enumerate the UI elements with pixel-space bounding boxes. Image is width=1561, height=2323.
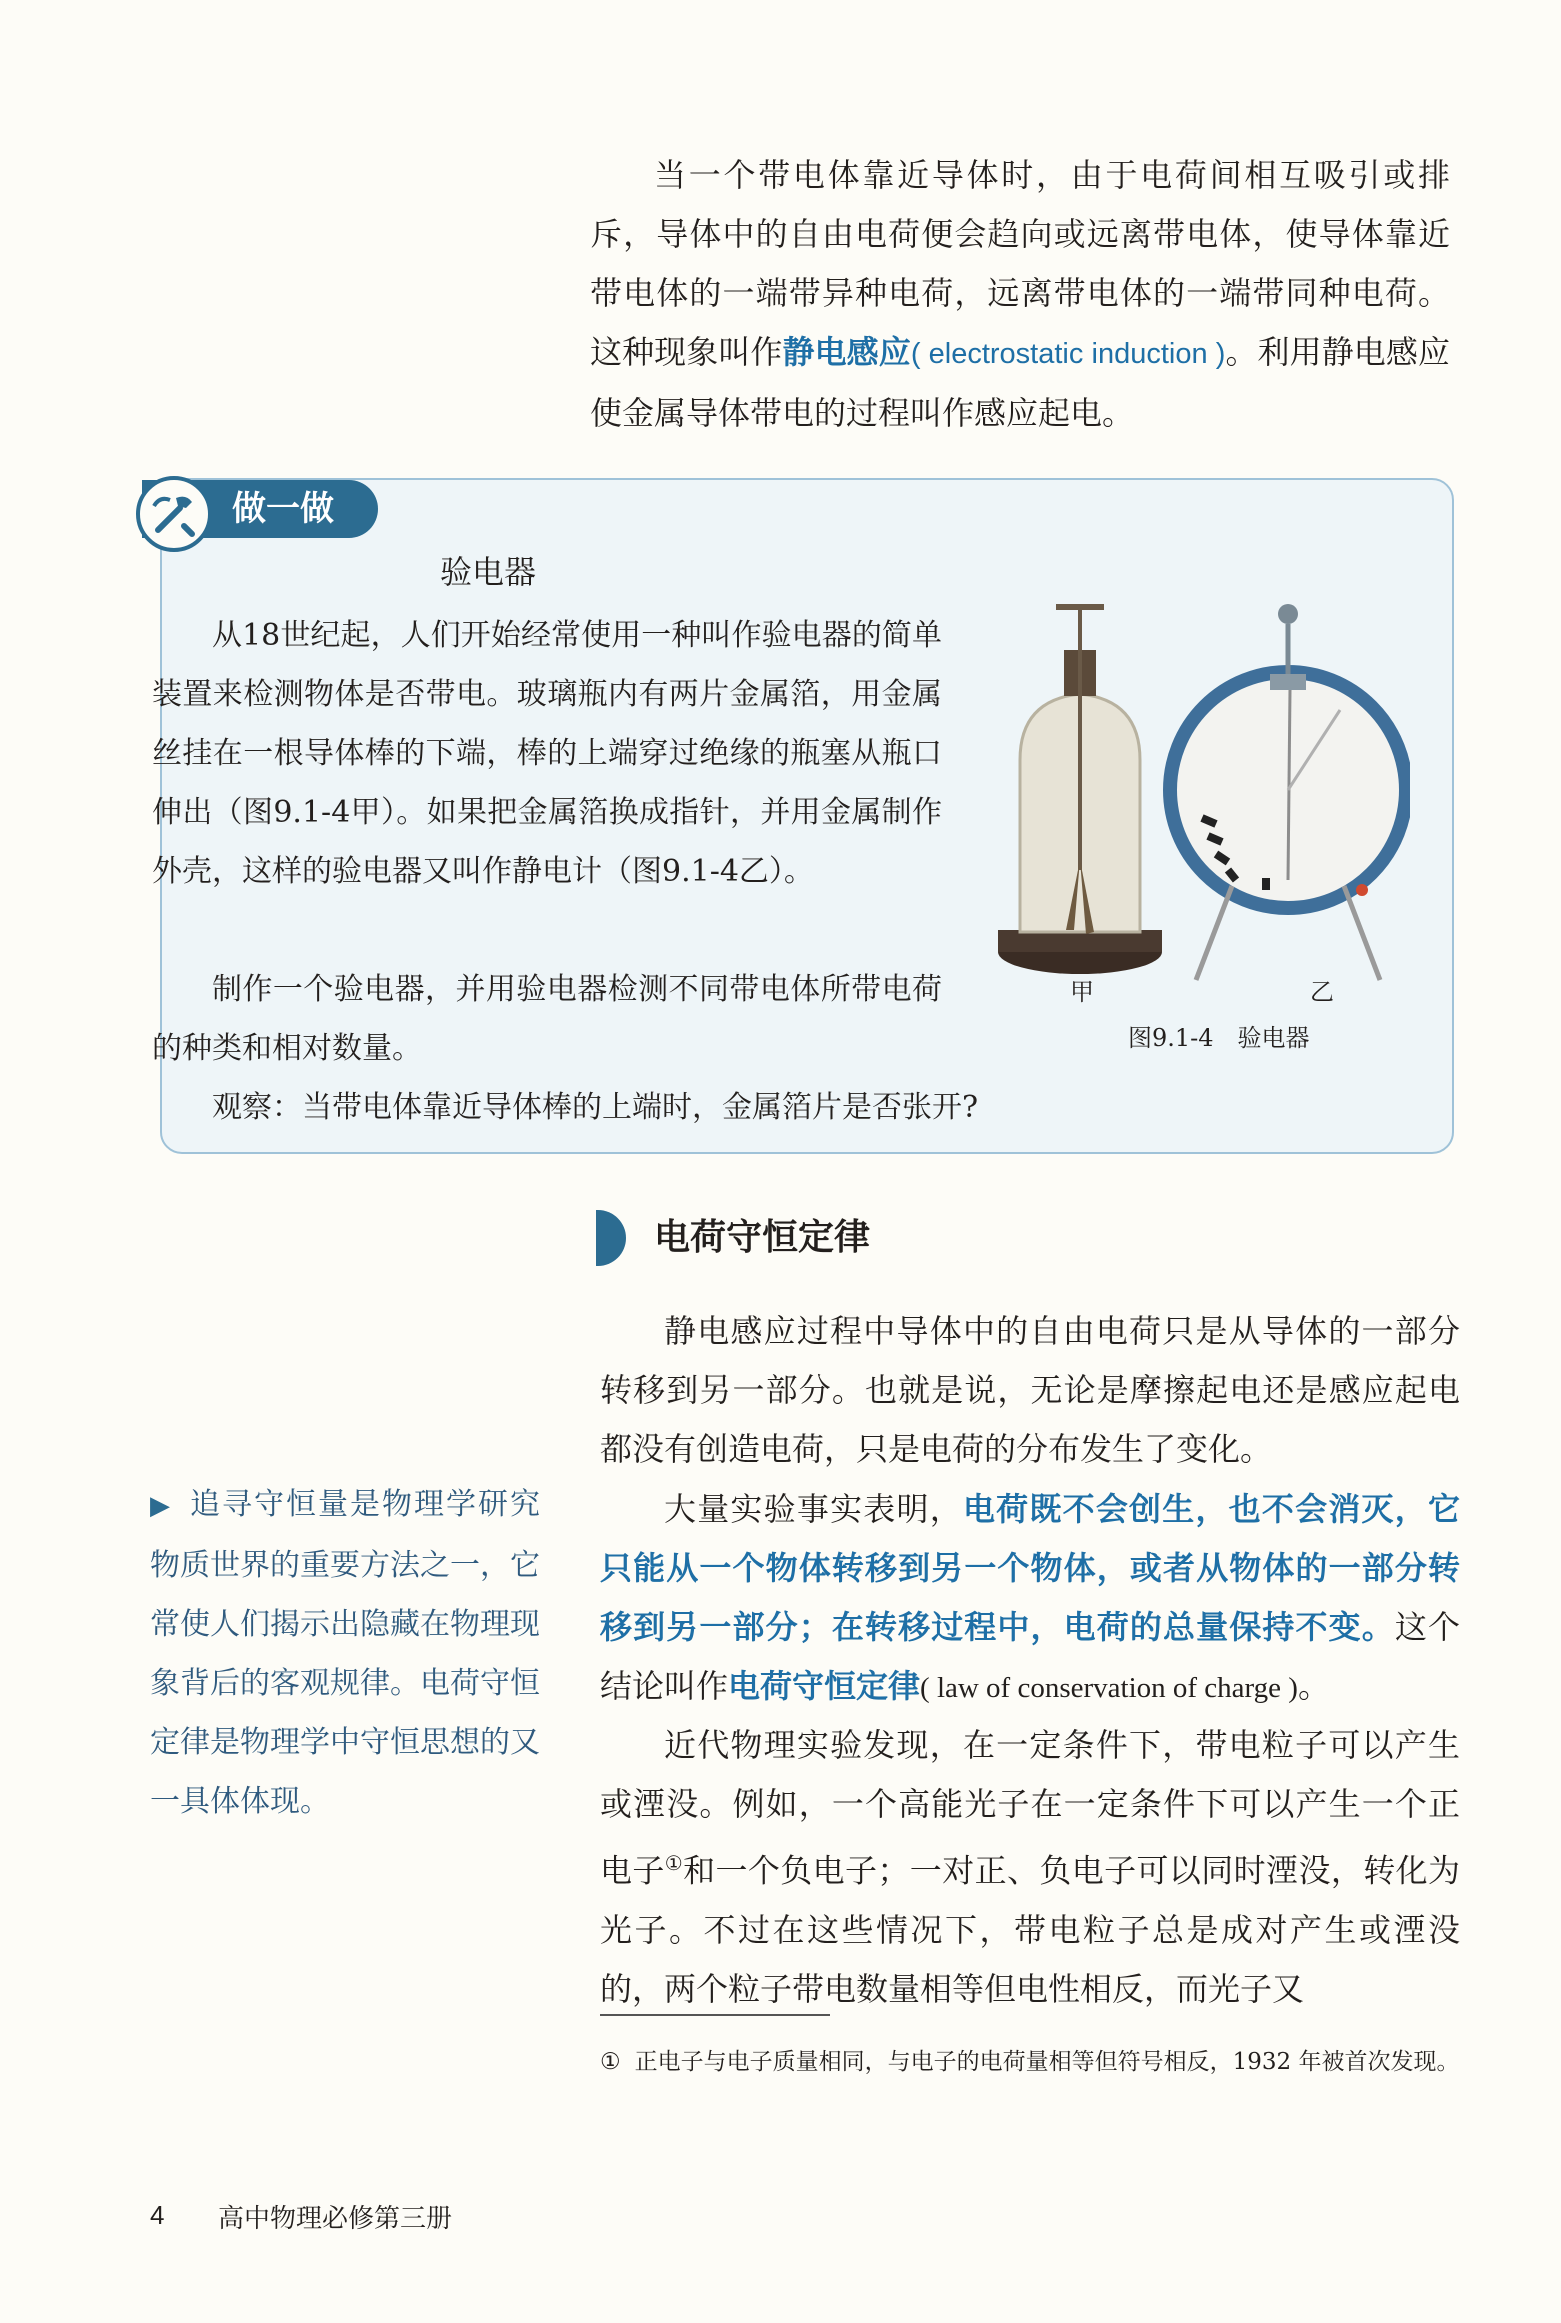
margin-note-text: 追寻守恒量是物理学研究物质世界的重要方法之一，它常使人们揭示出隐藏在物理现象背后的客观规律。电荷守恒定律是物理学中守恒思想的又一具体体现。 <box>150 1487 540 1819</box>
page-number: 4 <box>150 2200 165 2230</box>
term-conservation-law: 电荷守恒定律 <box>728 1667 921 1705</box>
figure-caption: 图9.1-4 验电器 <box>1128 1024 1310 1052</box>
footnote-ref[interactable]: ① <box>664 1851 684 1875</box>
p3-text-a: 近代物理实验发现，在一定条件下，带电粒子可以产生或湮没。例如，一个高能光子在一定条件下可以产生一个正电子 <box>600 1726 1460 1890</box>
activity-label: 做一做 <box>232 489 334 529</box>
term-conservation-law-en: ( law of conservation of charge ) <box>920 1672 1298 1704</box>
activity-paragraph-1: 从18世纪起，人们开始经常使用一种叫作验电器的简单装置来检测物体是否带电。玻璃瓶内有两片金属箔，用金属丝挂在一根导体棒的下端，棒的上端穿过绝缘的瓶塞从瓶口伸出（图9.1-4甲）。如果把金属箔换成指针，并用金属制作外壳，这样的验电器又叫作静电计（图9.1-4乙）。 <box>152 618 942 889</box>
activity-paragraph-2: 制作一个验电器，并用验电器检测不同带电体所带电荷的种类和相对数量。 <box>152 972 942 1066</box>
footnote-text: 正电子与电子质量相同，与电子的电荷量相等但符号相反，1932 年被首次发现。 <box>634 2049 1460 2075</box>
footnote-divider <box>600 2014 830 2016</box>
figure-label-a: 甲 <box>1070 978 1094 1006</box>
footnote-mark: ① <box>600 2049 621 2075</box>
p2-text-a: 大量实验事实表明， <box>664 1490 963 1528</box>
electroscope-figure <box>970 590 1410 1000</box>
tools-icon <box>136 476 212 552</box>
p2-text-b: 这个结论叫作 <box>600 1608 1460 1705</box>
book-title: 高中物理必修第三册 <box>218 2204 453 2234</box>
p3-text-b: 和一个负电子；一对正、负电子可以同时湮没，转化为光子。不过在这些情况下，带电粒子总是成对产生或湮没的，两个粒子带电数量相等但电性相反，而光子又 <box>600 1851 1460 2008</box>
activity-title: 验电器 <box>440 553 537 591</box>
section-paragraph-3 <box>600 1716 1460 2019</box>
intro-text-b: 。利用静电感应使金属导体带电的过程叫作感应起电。 <box>590 333 1450 432</box>
activity-paragraph-3: 观察：当带电体靠近导体棒的上端时，金属箔片是否张开? <box>212 1090 979 1125</box>
triangle-bullet-icon: ▶ <box>150 1491 172 1521</box>
p2-text-c: 。 <box>1297 1667 1330 1705</box>
conservation-statement: 电荷既不会创生，也不会消灭，它只能从一个物体转移到另一个物体，或者从物体的一部分转移到另一部分；在转移过程中，电荷的总量保持不变。 <box>600 1490 1460 1646</box>
section-paragraph-2 <box>600 1480 1460 1718</box>
section-paragraph-1: 静电感应过程中导体中的自由电荷只是从导体的一部分转移到另一部分。也就是说，无论是摩擦起电还是感应起电都没有创造电荷，只是电荷的分布发生了变化。 <box>600 1312 1460 1468</box>
intro-paragraph <box>590 146 1450 443</box>
electrometer <box>1170 604 1406 980</box>
jar-electroscope <box>998 604 1162 974</box>
term-electrostatic-induction-en: ( electrostatic induction ) <box>910 338 1226 370</box>
intro-text-a: 当一个带电体靠近导体时，由于电荷间相互吸引或排斥，导体中的自由电荷便会趋向或远离带电体，使导体靠近带电体的一端带异种电荷，远离带电体的一端带同种电荷。这种现象叫作 <box>590 156 1450 371</box>
section-marker <box>596 1210 626 1266</box>
section-title: 电荷守恒定律 <box>654 1217 871 1258</box>
term-electrostatic-induction: 静电感应 <box>782 333 911 371</box>
figure-label-b: 乙 <box>1310 978 1334 1006</box>
footnote <box>600 2040 1460 2084</box>
margin-note <box>150 1475 540 1831</box>
